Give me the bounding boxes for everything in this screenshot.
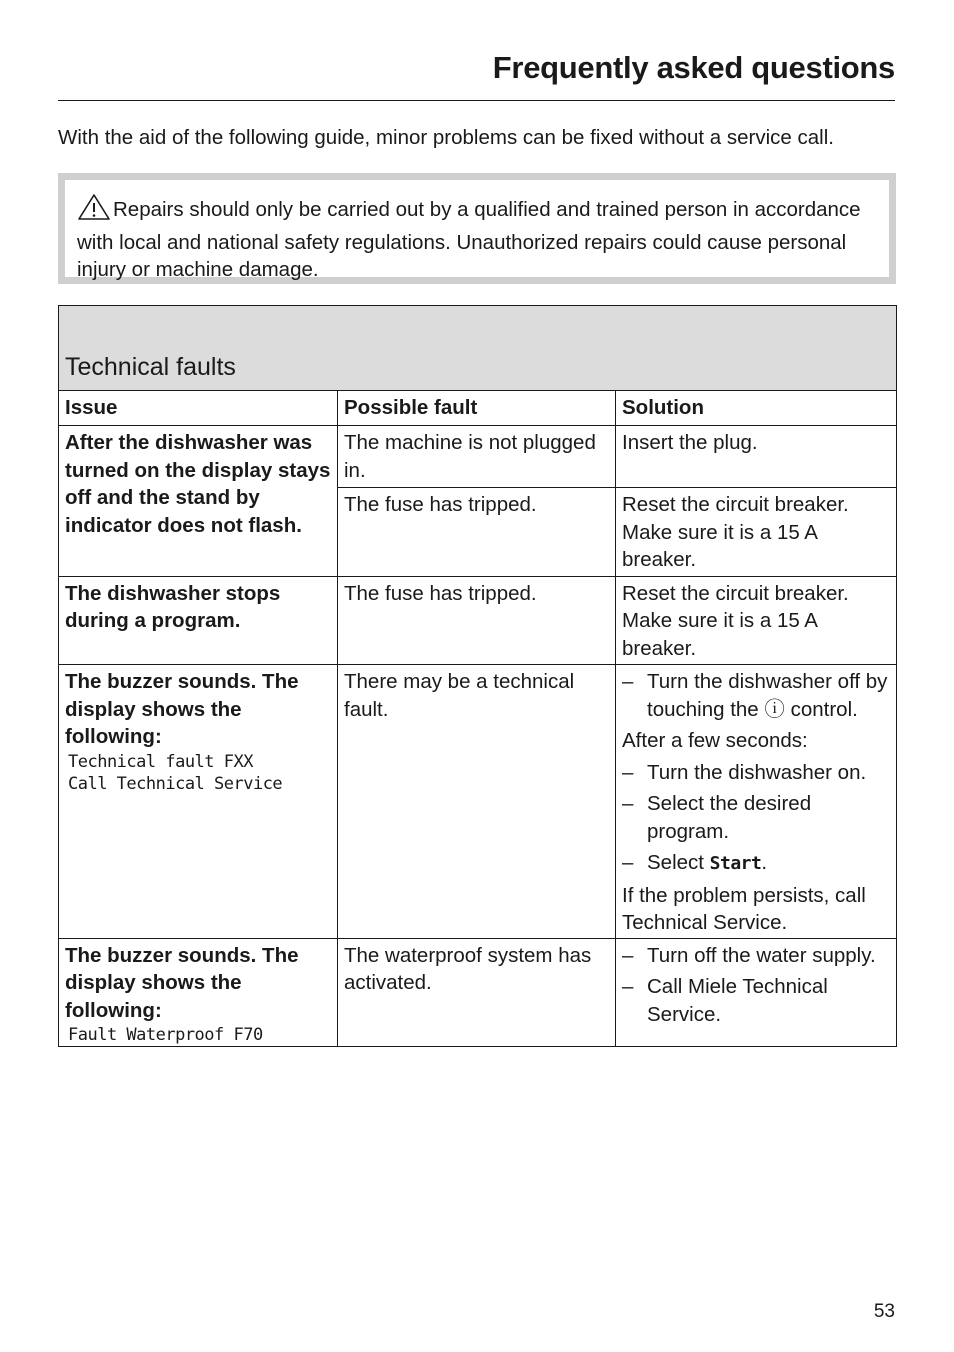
- fault-cell: The machine is not plugged in.: [338, 426, 616, 488]
- section-title: Technical faults: [59, 306, 897, 391]
- warning-triangle-icon: [77, 193, 111, 229]
- header-possible-fault: Possible fault: [338, 391, 616, 426]
- table-row: [59, 426, 897, 488]
- solution-step: [622, 973, 890, 1028]
- solution-cell: [616, 938, 897, 1047]
- step-text: Call Miele Technical Service.: [647, 975, 828, 1026]
- step-text: Select the desired program.: [647, 792, 812, 843]
- page-title: Frequently asked questions: [492, 50, 895, 85]
- solution-step: [622, 668, 890, 723]
- display-message-line: Fault Waterproof F70: [68, 1025, 263, 1045]
- start-key-label: Start: [709, 853, 762, 874]
- issue-cell: [59, 938, 338, 1047]
- solution-cell: Insert the plug.: [616, 426, 897, 488]
- issue-text: The buzzer sounds. The display shows the following:: [65, 943, 299, 1022]
- dash-marker: –: [622, 670, 634, 693]
- fault-cell: The fuse has tripped.: [338, 576, 616, 665]
- issue-cell: After the dishwasher was turned on the display stays off and the stand by indicator does not flash.: [59, 426, 338, 577]
- header-issue: Issue: [59, 391, 338, 426]
- table-row: [59, 576, 897, 665]
- page-number: 53: [873, 1301, 895, 1322]
- warning-box: [58, 173, 896, 284]
- solution-step: [622, 759, 890, 787]
- issue-cell: [59, 665, 338, 939]
- fault-cell: The fuse has tripped.: [338, 488, 616, 577]
- display-message-line: Call Technical Service: [68, 773, 283, 794]
- step-text: [647, 849, 767, 878]
- table-row: [59, 938, 897, 1047]
- step-suffix: .: [761, 851, 768, 874]
- dash-marker: –: [622, 760, 634, 784]
- dash-marker: –: [622, 851, 634, 874]
- solution-cell: Reset the circuit breaker. Make sure it is a 15 A breaker.: [616, 576, 897, 665]
- display-message-line: Technical fault FXX: [68, 751, 253, 772]
- warning-text: Repairs should only be carried out by a qualified and trained person in accordance with local and national safety regulations. Unauthorized repairs could cause personal injury or machine damage.: [77, 198, 861, 281]
- title-divider: [58, 100, 895, 101]
- issue-cell: The dishwasher stops during a program.: [59, 576, 338, 665]
- solution-cell: [616, 665, 897, 939]
- dash-marker: –: [622, 792, 634, 815]
- dash-marker: –: [622, 943, 634, 967]
- step-prefix: Select: [647, 851, 710, 874]
- warning-content: [65, 180, 889, 281]
- solution-step: [622, 942, 890, 970]
- table-row: [59, 665, 897, 939]
- technical-faults-table: [58, 305, 897, 1047]
- fault-cell: The waterproof system has activated.: [338, 938, 616, 1047]
- solution-note: If the problem persists, call Technical Service.: [622, 883, 866, 934]
- issue-text: The buzzer sounds. The display shows the following:: [65, 670, 299, 748]
- intro-text: With the aid of the following guide, minor problems can be fixed without a service call.: [58, 126, 834, 149]
- fault-cell: There may be a technical fault.: [338, 665, 616, 939]
- dash-marker: –: [622, 975, 634, 998]
- step-text: Turn off the water supply.: [647, 943, 876, 967]
- solution-cell: Reset the circuit breaker. Make sure it is a 15 A breaker.: [616, 488, 897, 577]
- header-solution: Solution: [616, 391, 897, 426]
- solution-step: [622, 849, 890, 878]
- solution-note: After a few seconds:: [622, 729, 808, 752]
- step-text: Turn the dishwasher off by touching the ⓘ control.: [647, 670, 888, 721]
- step-text: Turn the dishwasher on.: [647, 760, 867, 784]
- solution-step: [622, 790, 890, 845]
